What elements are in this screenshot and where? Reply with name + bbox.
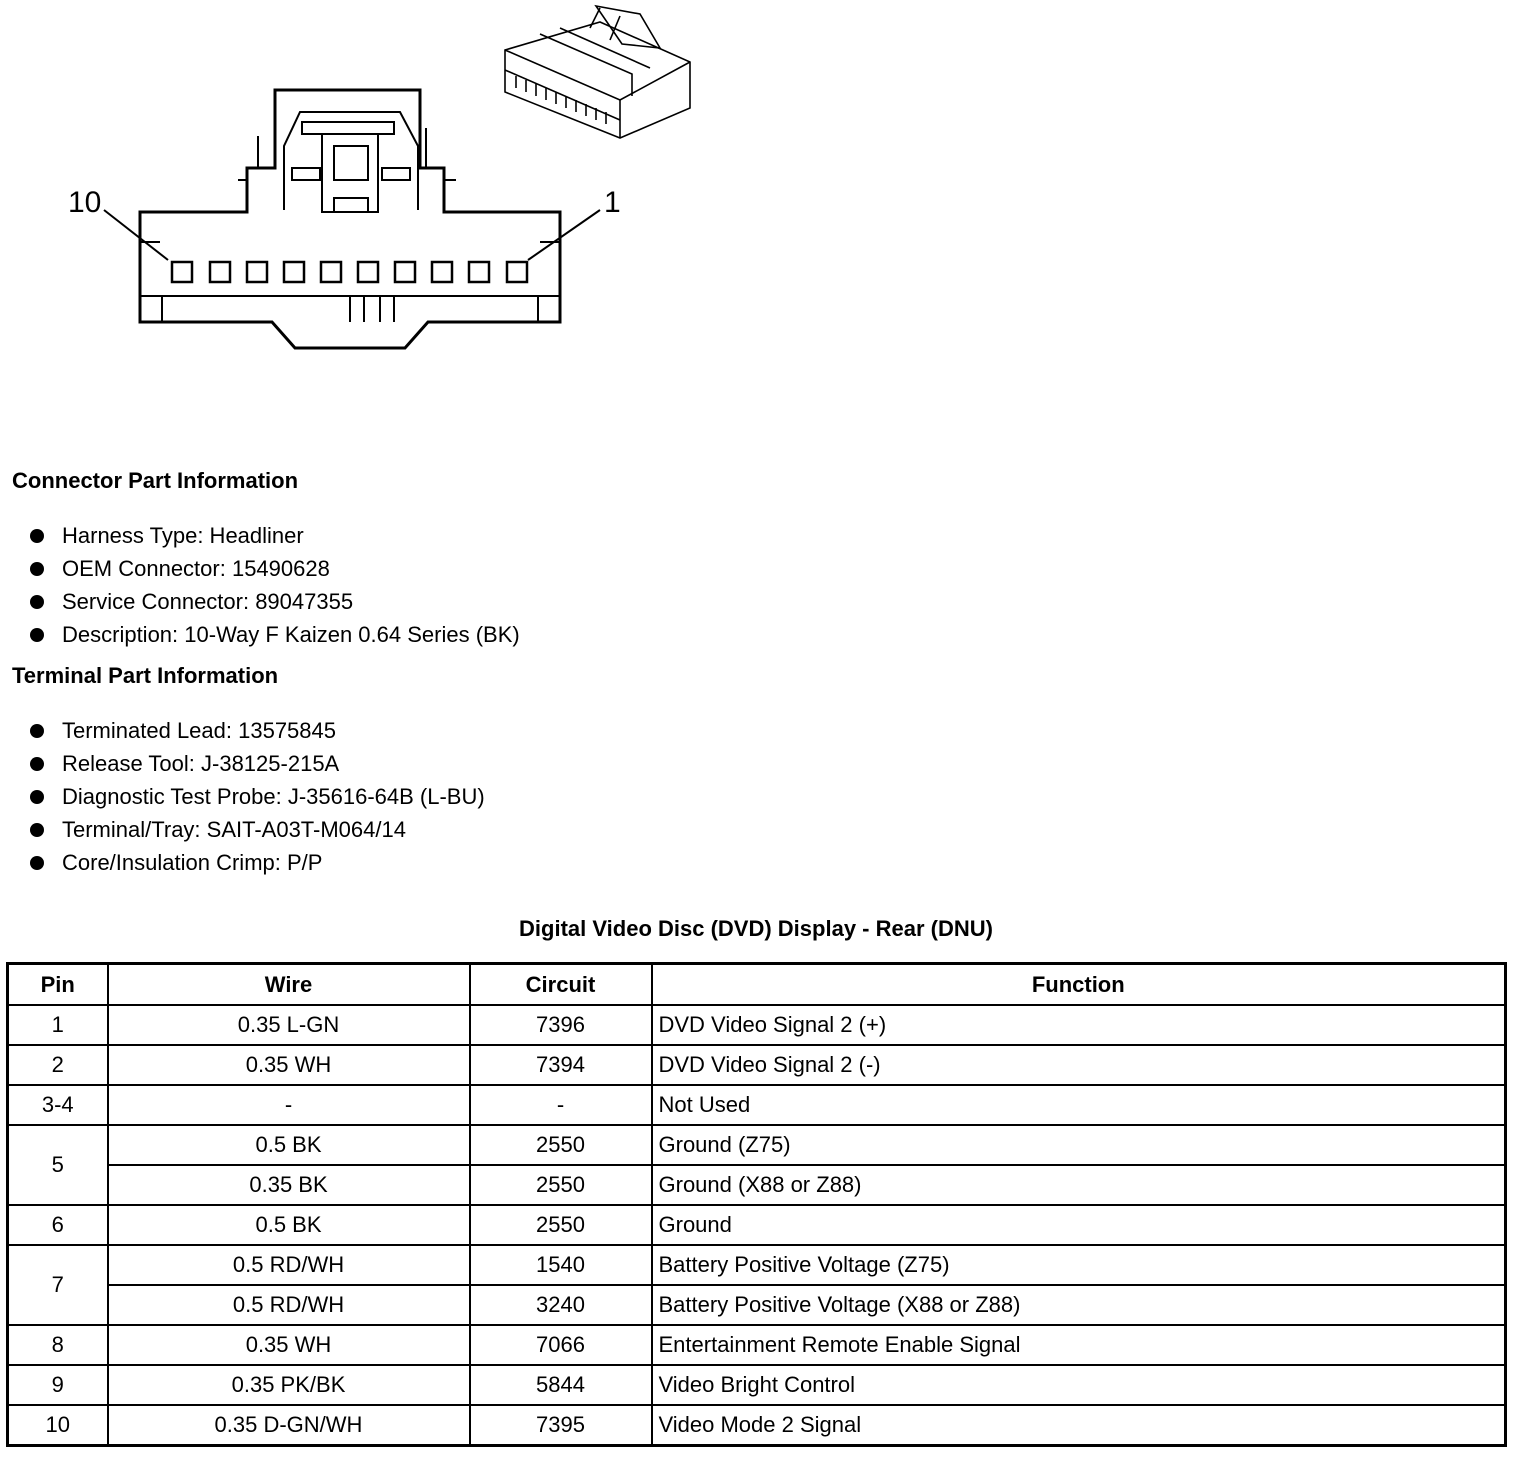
wire-cell: 0.35 WH [108, 1045, 470, 1085]
function-cell: Video Bright Control [652, 1365, 1506, 1405]
pin-label-1: 1 [604, 186, 621, 219]
function-cell: DVD Video Signal 2 (-) [652, 1045, 1506, 1085]
list-item: Description: 10-Way F Kaizen 0.64 Series (BK) [28, 618, 520, 651]
table-row [8, 1365, 1506, 1405]
function-cell: Ground [652, 1205, 1506, 1245]
table-row [8, 1165, 1506, 1205]
pin-cell: 6 [8, 1205, 108, 1245]
header-circuit: Circuit [470, 964, 652, 1006]
circuit-cell: 2550 [470, 1125, 652, 1165]
table-header-row [8, 964, 1506, 1006]
table-row [8, 1085, 1506, 1125]
function-cell: DVD Video Signal 2 (+) [652, 1005, 1506, 1045]
pin-cell: 10 [8, 1405, 108, 1446]
connector-part-info-list [28, 519, 520, 651]
function-cell: Ground (Z75) [652, 1125, 1506, 1165]
header-wire: Wire [108, 964, 470, 1006]
pin-cell: 7 [8, 1245, 108, 1325]
table-row [8, 1005, 1506, 1045]
function-cell: Video Mode 2 Signal [652, 1405, 1506, 1446]
circuit-cell: 7066 [470, 1325, 652, 1365]
list-item: OEM Connector: 15490628 [28, 552, 520, 585]
list-item: Release Tool: J-38125-215A [28, 747, 485, 780]
function-cell: Entertainment Remote Enable Signal [652, 1325, 1506, 1365]
wire-cell: 0.5 RD/WH [108, 1285, 470, 1325]
circuit-cell: 2550 [470, 1205, 652, 1245]
pin-label-10: 10 [68, 186, 102, 219]
wire-cell: - [108, 1085, 470, 1125]
list-item: Diagnostic Test Probe: J-35616-64B (L-BU) [28, 780, 485, 813]
wire-cell: 0.35 D-GN/WH [108, 1405, 470, 1446]
list-item: Core/Insulation Crimp: P/P [28, 846, 485, 879]
wire-cell: 0.5 RD/WH [108, 1245, 470, 1285]
list-item: Service Connector: 89047355 [28, 585, 520, 618]
table-row [8, 1405, 1506, 1446]
function-cell: Not Used [652, 1085, 1506, 1125]
circuit-cell: 7395 [470, 1405, 652, 1446]
circuit-cell: - [470, 1085, 652, 1125]
header-pin: Pin [8, 964, 108, 1006]
list-item: Terminated Lead: 13575845 [28, 714, 485, 747]
function-cell: Battery Positive Voltage (Z75) [652, 1245, 1506, 1285]
circuit-cell: 5844 [470, 1365, 652, 1405]
wire-cell: 0.5 BK [108, 1205, 470, 1245]
wire-cell: 0.5 BK [108, 1125, 470, 1165]
pin-cell: 3-4 [8, 1085, 108, 1125]
table-row [8, 1285, 1506, 1325]
circuit-cell: 7394 [470, 1045, 652, 1085]
connector-3d-view [505, 6, 690, 138]
terminal-part-info-heading: Terminal Part Information [12, 663, 279, 688]
table-row [8, 1245, 1506, 1285]
table-row [8, 1125, 1506, 1165]
header-function: Function [652, 964, 1506, 1006]
list-item: Harness Type: Headliner [28, 519, 520, 552]
pin-cell: 5 [8, 1125, 108, 1205]
function-cell: Ground (X88 or Z88) [652, 1165, 1506, 1205]
wire-cell: 0.35 PK/BK [108, 1365, 470, 1405]
terminal-part-info-list [28, 714, 485, 879]
circuit-cell: 2550 [470, 1165, 652, 1205]
connector-part-info-heading: Connector Part Information [12, 468, 299, 493]
pinout-table [6, 962, 1507, 1447]
list-item: Terminal/Tray: SAIT-A03T-M064/14 [28, 813, 485, 846]
wire-cell: 0.35 WH [108, 1325, 470, 1365]
circuit-cell: 1540 [470, 1245, 652, 1285]
circuit-cell: 7396 [470, 1005, 652, 1045]
table-row [8, 1045, 1506, 1085]
pin-cell: 8 [8, 1325, 108, 1365]
connector-diagram [0, 0, 760, 380]
circuit-cell: 3240 [470, 1285, 652, 1325]
wire-cell: 0.35 L-GN [108, 1005, 470, 1045]
table-title: Digital Video Disc (DVD) Display - Rear (DNU) [519, 916, 993, 941]
wire-cell: 0.35 BK [108, 1165, 470, 1205]
table-row [8, 1205, 1506, 1245]
pin-cell: 9 [8, 1365, 108, 1405]
pin-cell: 2 [8, 1045, 108, 1085]
table-row [8, 1325, 1506, 1365]
pin-cell: 1 [8, 1005, 108, 1045]
function-cell: Battery Positive Voltage (X88 or Z88) [652, 1285, 1506, 1325]
